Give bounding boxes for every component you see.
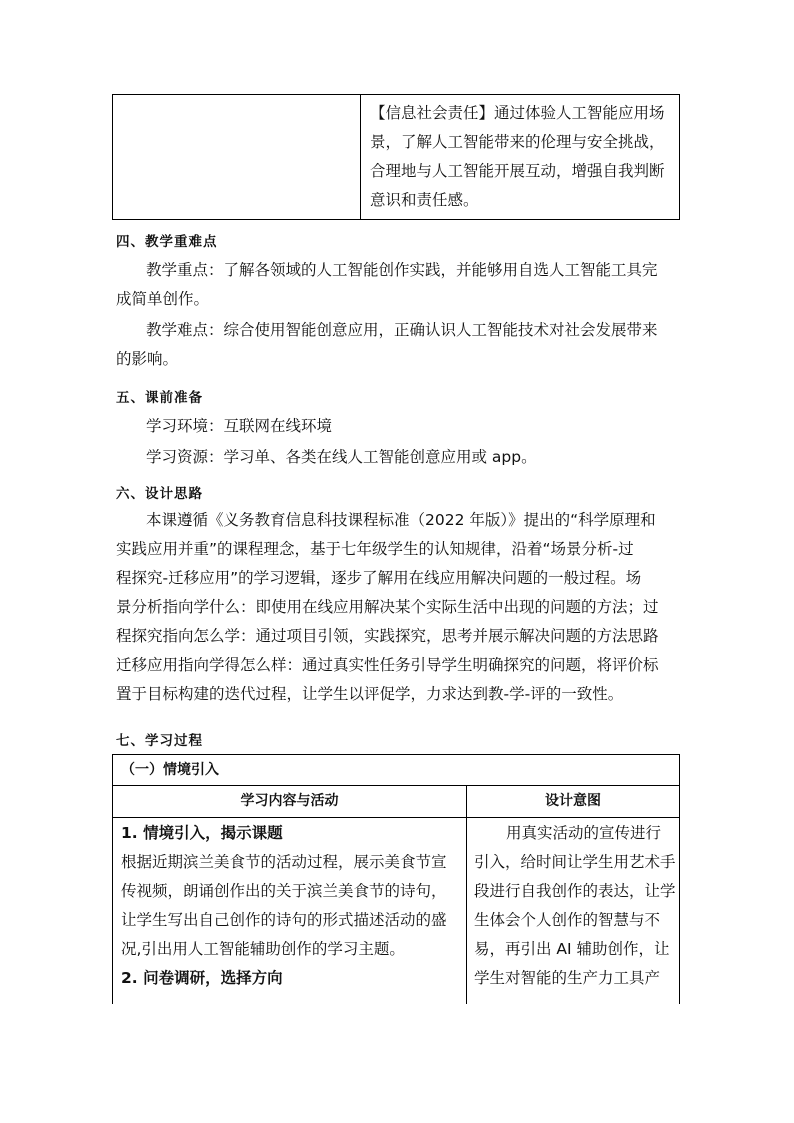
table-divider	[360, 95, 361, 219]
table-col-divider	[466, 817, 467, 1004]
text-line: 学习环境：互联网在线环境	[146, 417, 333, 435]
text-line: 景分析指向学什么：即使用在线应用解决某个实际生活中出现的问题的方法；过	[116, 598, 659, 616]
text-line: 实践应用并重”的课程理念，基于七年级学生的认知规律，沿着“场景分析-过	[116, 540, 634, 558]
text-line: 迁移应用指向学得怎么样：通过真实性任务引导学生明确探究的问题，将评价标	[116, 656, 659, 674]
text-line: 的影响。	[116, 350, 179, 368]
cell-design-intent	[474, 819, 680, 993]
process-table	[112, 754, 680, 1004]
column-header-intent: 设计意图	[545, 793, 601, 809]
text-line: 易，再引出 AI 辅助创作，让	[474, 940, 670, 958]
text-line: 教学重点：了解各领域的人工智能创作实践，并能够用自选人工智能工具完	[146, 261, 658, 279]
text-line: 成简单创作。	[116, 290, 210, 308]
text-line: 让学生写出自己创作的诗句的形式描述活动的盛	[121, 911, 447, 929]
activity-title: 1. 情境引入，揭示课题	[121, 824, 283, 842]
text-line: 段进行自我创作的表达，让学	[474, 882, 676, 900]
text-line: 程探究指向怎么学：通过项目引领，实践探究，思考并展示解决问题的方法思路	[116, 627, 659, 645]
paragraph-environment	[146, 412, 686, 441]
cell-line: 合理地与人工智能开展互动，增强自我判断	[370, 162, 665, 180]
section-heading-preparation: 五、课前准备	[116, 390, 203, 406]
cell-line: 【信息社会责任】通过体验人工智能应用场	[370, 104, 665, 122]
paragraph-design-thinking	[116, 506, 686, 709]
text-line: 程探究-迁移应用”的学习逻辑，逐步了解用在线应用解决问题的一般过程。场	[116, 569, 642, 587]
text-line: 学生对智能的生产力工具产	[474, 969, 661, 987]
cell-line: 意识和责任感。	[370, 191, 479, 209]
section-heading-key-points: 四、教学重难点	[116, 234, 218, 250]
paragraph-difficulty	[146, 316, 686, 345]
text-line: 根据近期滨兰美食节的活动过程，展示美食节宣	[121, 853, 447, 871]
text-line: 况,引出用人工智能辅助创作的学习主题。	[121, 940, 405, 958]
cell-line: 景，了解人工智能带来的伦理与安全挑战，	[370, 133, 665, 151]
text-line: 置于目标构建的迭代过程，让学生以评促学，力求达到教-学-评的一致性。	[116, 685, 624, 703]
paragraph-resources	[146, 443, 686, 472]
text-line: 本课遵循《义务教育信息科技课程标准（2022 年版）》提出的“科学原理和	[146, 511, 656, 529]
column-header-activities: 学习内容与活动	[240, 793, 339, 809]
paragraph-key-point	[146, 256, 686, 285]
text-line: 学习资源：学习单、各类在线人工智能创意应用或 app。	[146, 448, 537, 466]
text-line: 生体会个人创作的智慧与不	[474, 911, 661, 929]
section-heading-design: 六、设计思路	[116, 486, 203, 502]
table-title: （一）情境引入	[121, 762, 219, 778]
top-table	[112, 94, 680, 220]
paragraph-difficulty-cont	[116, 345, 686, 374]
text-line: 传视频，朗诵创作出的关于滨兰美食节的诗句，	[121, 882, 447, 900]
table-row-divider	[113, 817, 679, 818]
table-row-divider	[113, 785, 679, 786]
section-heading-process: 七、学习过程	[116, 733, 203, 749]
text-line: 引入，给时间让学生用艺术手	[474, 853, 676, 871]
text-line: 教学难点：综合使用智能创意应用，正确认识人工智能技术对社会发展带来	[146, 321, 658, 339]
text-line: 用真实活动的宣传进行	[506, 824, 662, 842]
activity-title: 2. 问卷调研，选择方向	[121, 969, 283, 987]
paragraph-key-point-cont	[116, 285, 686, 314]
cell-activities	[121, 819, 466, 993]
table-cell-info-responsibility	[370, 99, 676, 215]
